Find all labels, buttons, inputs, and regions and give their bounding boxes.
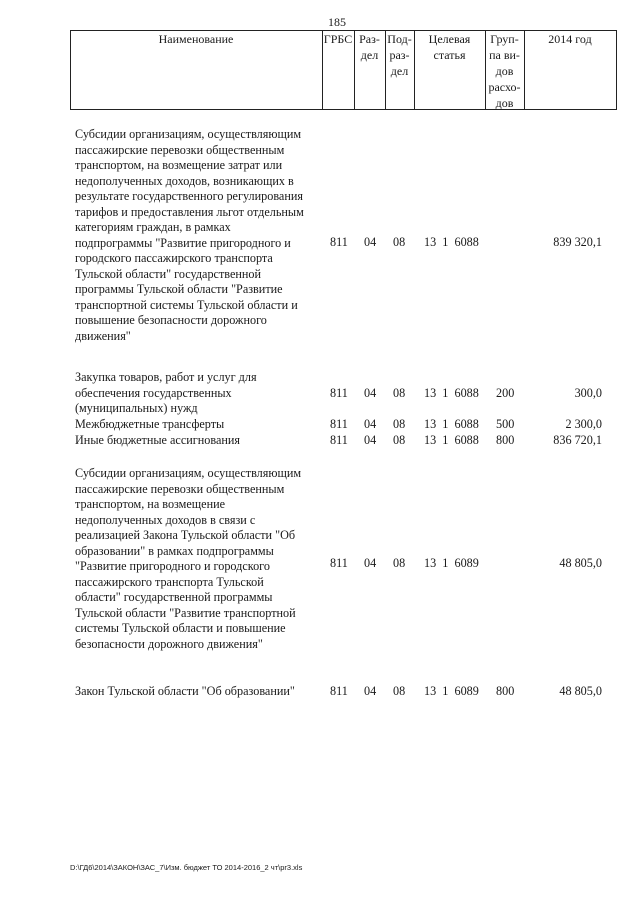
row-amount: 839 320,1 xyxy=(553,235,602,249)
header-vid-line: Груп- xyxy=(490,32,519,46)
row-name-line: (муниципальных) нужд xyxy=(75,401,198,415)
row-celevaya: 13 1 6088 xyxy=(424,386,479,400)
header-vid-line: па ви- xyxy=(489,48,520,62)
row-name xyxy=(75,370,323,417)
header-celevaya-line: Целевая xyxy=(428,32,471,46)
header-podrazdel-line: дел xyxy=(390,64,409,78)
row-name-line: подпрограммы "Развитие пригородного и xyxy=(75,235,291,250)
row-amount: 2 300,0 xyxy=(565,417,602,431)
row-name xyxy=(75,684,323,700)
row-celevaya: 13 1 6088 xyxy=(424,433,479,447)
row-amount: 48 805,0 xyxy=(559,684,602,698)
row-name-line: пассажирского транспорта Тульской xyxy=(75,574,264,589)
row-name-line: недополученных доходов в связи с xyxy=(75,512,256,527)
row-podrazdel: 08 xyxy=(393,386,406,400)
row-vid: 800 xyxy=(496,433,515,447)
row-name-line: движения" xyxy=(75,328,131,343)
row-name-line: Тульской области" государственной xyxy=(75,266,262,281)
row-name-line: Тульской области "Развитие транспортной xyxy=(75,605,296,620)
header-podrazdel-line: раз- xyxy=(389,48,410,62)
row-name-line: Межбюджетные трансферты xyxy=(75,417,225,431)
row-name-line: пассажирские перевозки общественным xyxy=(75,142,285,157)
header-name: Наименование xyxy=(158,32,234,46)
row-grbs: 811 xyxy=(330,433,348,447)
row-name-line: образовании" в рамках подпрограммы xyxy=(75,543,274,558)
row-vid: 500 xyxy=(496,417,515,431)
header-grbs: ГРБС xyxy=(323,32,353,46)
header-celevaya xyxy=(414,31,485,63)
row-razdel: 04 xyxy=(364,433,377,447)
header-vid-line: дов xyxy=(495,96,514,110)
row-name xyxy=(75,466,323,652)
row-name-line: тарифов и предоставления льгот отдельным xyxy=(75,204,304,219)
row-name-line: транспортной системы Тульской области и xyxy=(75,297,298,312)
row-amount: 48 805,0 xyxy=(559,556,602,570)
row-name xyxy=(75,127,323,344)
row-grbs: 811 xyxy=(330,556,348,570)
row-name-line: безопасности дорожного движения" xyxy=(75,636,263,651)
header-razdel-line: дел xyxy=(360,48,379,62)
row-name xyxy=(75,433,323,449)
row-name-line: Иные бюджетные ассигнования xyxy=(75,433,241,447)
row-podrazdel: 08 xyxy=(393,556,406,570)
header-vid xyxy=(485,31,524,111)
row-razdel: 04 xyxy=(364,417,377,431)
row-name-line: повышение безопасности дорожного xyxy=(75,313,267,327)
row-name xyxy=(75,417,323,433)
page-number: 185 xyxy=(328,15,346,29)
row-name-line: реализацией Закона Тульской области "Об xyxy=(75,528,296,542)
row-name-line: системы Тульской области и повышение xyxy=(75,621,286,635)
header-podrazdel-line: Под- xyxy=(387,32,412,46)
row-celevaya: 13 1 6089 xyxy=(424,684,479,698)
row-name-line: Субсидии организациям, осуществляющим xyxy=(75,466,302,480)
row-name-line: программы Тульской области "Развитие xyxy=(75,282,283,296)
header-celevaya-line: статья xyxy=(433,48,466,62)
row-name-line: "Развитие пригородного и городского xyxy=(75,559,270,573)
row-name-line: городского пассажирского транспорта xyxy=(75,251,273,265)
row-celevaya: 13 1 6089 xyxy=(424,556,479,570)
row-name-line: пассажирские перевозки общественным xyxy=(75,481,285,496)
row-podrazdel: 08 xyxy=(393,235,406,249)
row-name-line: Закупка товаров, работ и услуг для xyxy=(75,370,257,384)
row-name-line: недополученных доходов, возникающих в xyxy=(75,173,294,188)
header-vid-line: дов xyxy=(495,64,514,78)
footer-file-path: D:\ГД6\2014\ЗАКОН\ЗАС_7\Изм. бюджет ТО 2014-2016_2 чт\pr3.xls xyxy=(70,863,303,872)
header-razdel-line: Раз- xyxy=(359,32,380,46)
row-vid: 200 xyxy=(496,386,515,400)
row-name-line: Закон Тульской области "Об образовании" xyxy=(75,684,295,698)
row-name-line: транспортом, на возмещение затрат или xyxy=(75,158,283,172)
row-razdel: 04 xyxy=(364,556,377,570)
row-vid: 800 xyxy=(496,684,515,698)
row-name-line: Субсидии организациям, осуществляющим xyxy=(75,127,302,141)
row-grbs: 811 xyxy=(330,684,348,698)
row-grbs: 811 xyxy=(330,235,348,249)
header-bottom-border xyxy=(70,109,616,110)
row-amount: 300,0 xyxy=(574,386,602,400)
row-name-line: результате государственного регулирования xyxy=(75,189,303,203)
row-name-line: области" государственной программы xyxy=(75,590,273,604)
header-podrazdel xyxy=(385,31,414,79)
row-razdel: 04 xyxy=(364,235,377,249)
row-name-line: обеспечения государственных xyxy=(75,385,232,400)
header-right-border xyxy=(616,30,617,110)
header-vid-line: расхо- xyxy=(488,80,521,94)
row-podrazdel: 08 xyxy=(393,417,406,431)
row-celevaya: 13 1 6088 xyxy=(424,235,479,249)
row-razdel: 04 xyxy=(364,684,377,698)
row-podrazdel: 08 xyxy=(393,684,406,698)
header-razdel xyxy=(354,31,385,63)
row-grbs: 811 xyxy=(330,417,348,431)
row-name-line: транспортом, на возмещение xyxy=(75,497,226,511)
row-name-line: категориям граждан, в рамках xyxy=(75,220,231,234)
row-razdel: 04 xyxy=(364,386,377,400)
header-year: 2014 год xyxy=(548,32,592,46)
row-podrazdel: 08 xyxy=(393,433,406,447)
row-amount: 836 720,1 xyxy=(553,433,602,447)
row-grbs: 811 xyxy=(330,386,348,400)
row-celevaya: 13 1 6088 xyxy=(424,417,479,431)
